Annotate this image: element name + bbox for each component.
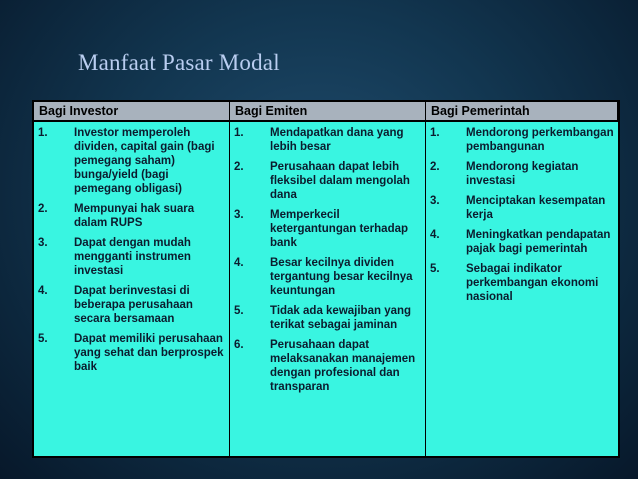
list-item: 4. Meningkatkan pendapatan pajak bagi pemerintah xyxy=(430,229,611,255)
emiten-column xyxy=(230,122,426,456)
pemerintah-column xyxy=(426,122,618,456)
list-item: 6. Perusahaan dapat melaksanakan manajemen dengan profesional dan transparan xyxy=(234,339,416,393)
list-item: 4. Dapat berinvestasi di beberapa perusahaan secara bersamaan xyxy=(38,285,193,325)
header-pemerintah: Bagi Pemerintah xyxy=(426,102,618,122)
header-emiten: Bagi Emiten xyxy=(230,102,426,122)
list-item: 3. Memperkecil ketergantungan terhadap bank xyxy=(234,209,409,249)
list-item: 5. Sebagai indikator perkembangan ekonomi nasional xyxy=(430,263,599,303)
benefits-table xyxy=(32,100,620,458)
list-item: 1. Mendapatkan dana yang lebih besar xyxy=(234,127,404,153)
list-item: 2. Mempunyai hak suara dalam RUPS xyxy=(38,203,195,229)
list-item: 3. Menciptakan kesempatan kerja xyxy=(430,195,606,221)
list-item: 5. Tidak ada kewajiban yang terikat sebagai jaminan xyxy=(234,305,412,331)
list-item: 1. Investor memperoleh dividen, capital gain (bagi pemegang saham) bunga/yield (bagi pemegang obligasi) xyxy=(38,127,215,195)
list-item: 5. Dapat memiliki perusahaan yang sehat dan berprospek baik xyxy=(38,333,224,373)
list-item: 1. Mendorong perkembangan pembangunan xyxy=(430,127,614,153)
list-item: 3. Dapat dengan mudah mengganti instrumen investasi xyxy=(38,237,191,277)
list-item: 2. Mendorong kegiatan investasi xyxy=(430,161,579,187)
investor-column xyxy=(34,122,230,456)
slide-title: Manfaat Pasar Modal xyxy=(78,50,280,75)
list-item: 2. Perusahaan dapat lebih fleksibel dalam mengolah dana xyxy=(234,161,410,201)
header-investor: Bagi Investor xyxy=(34,102,230,122)
list-item: 4. Besar kecilnya dividen tergantung besar kecilnya keuntungan xyxy=(234,257,413,297)
